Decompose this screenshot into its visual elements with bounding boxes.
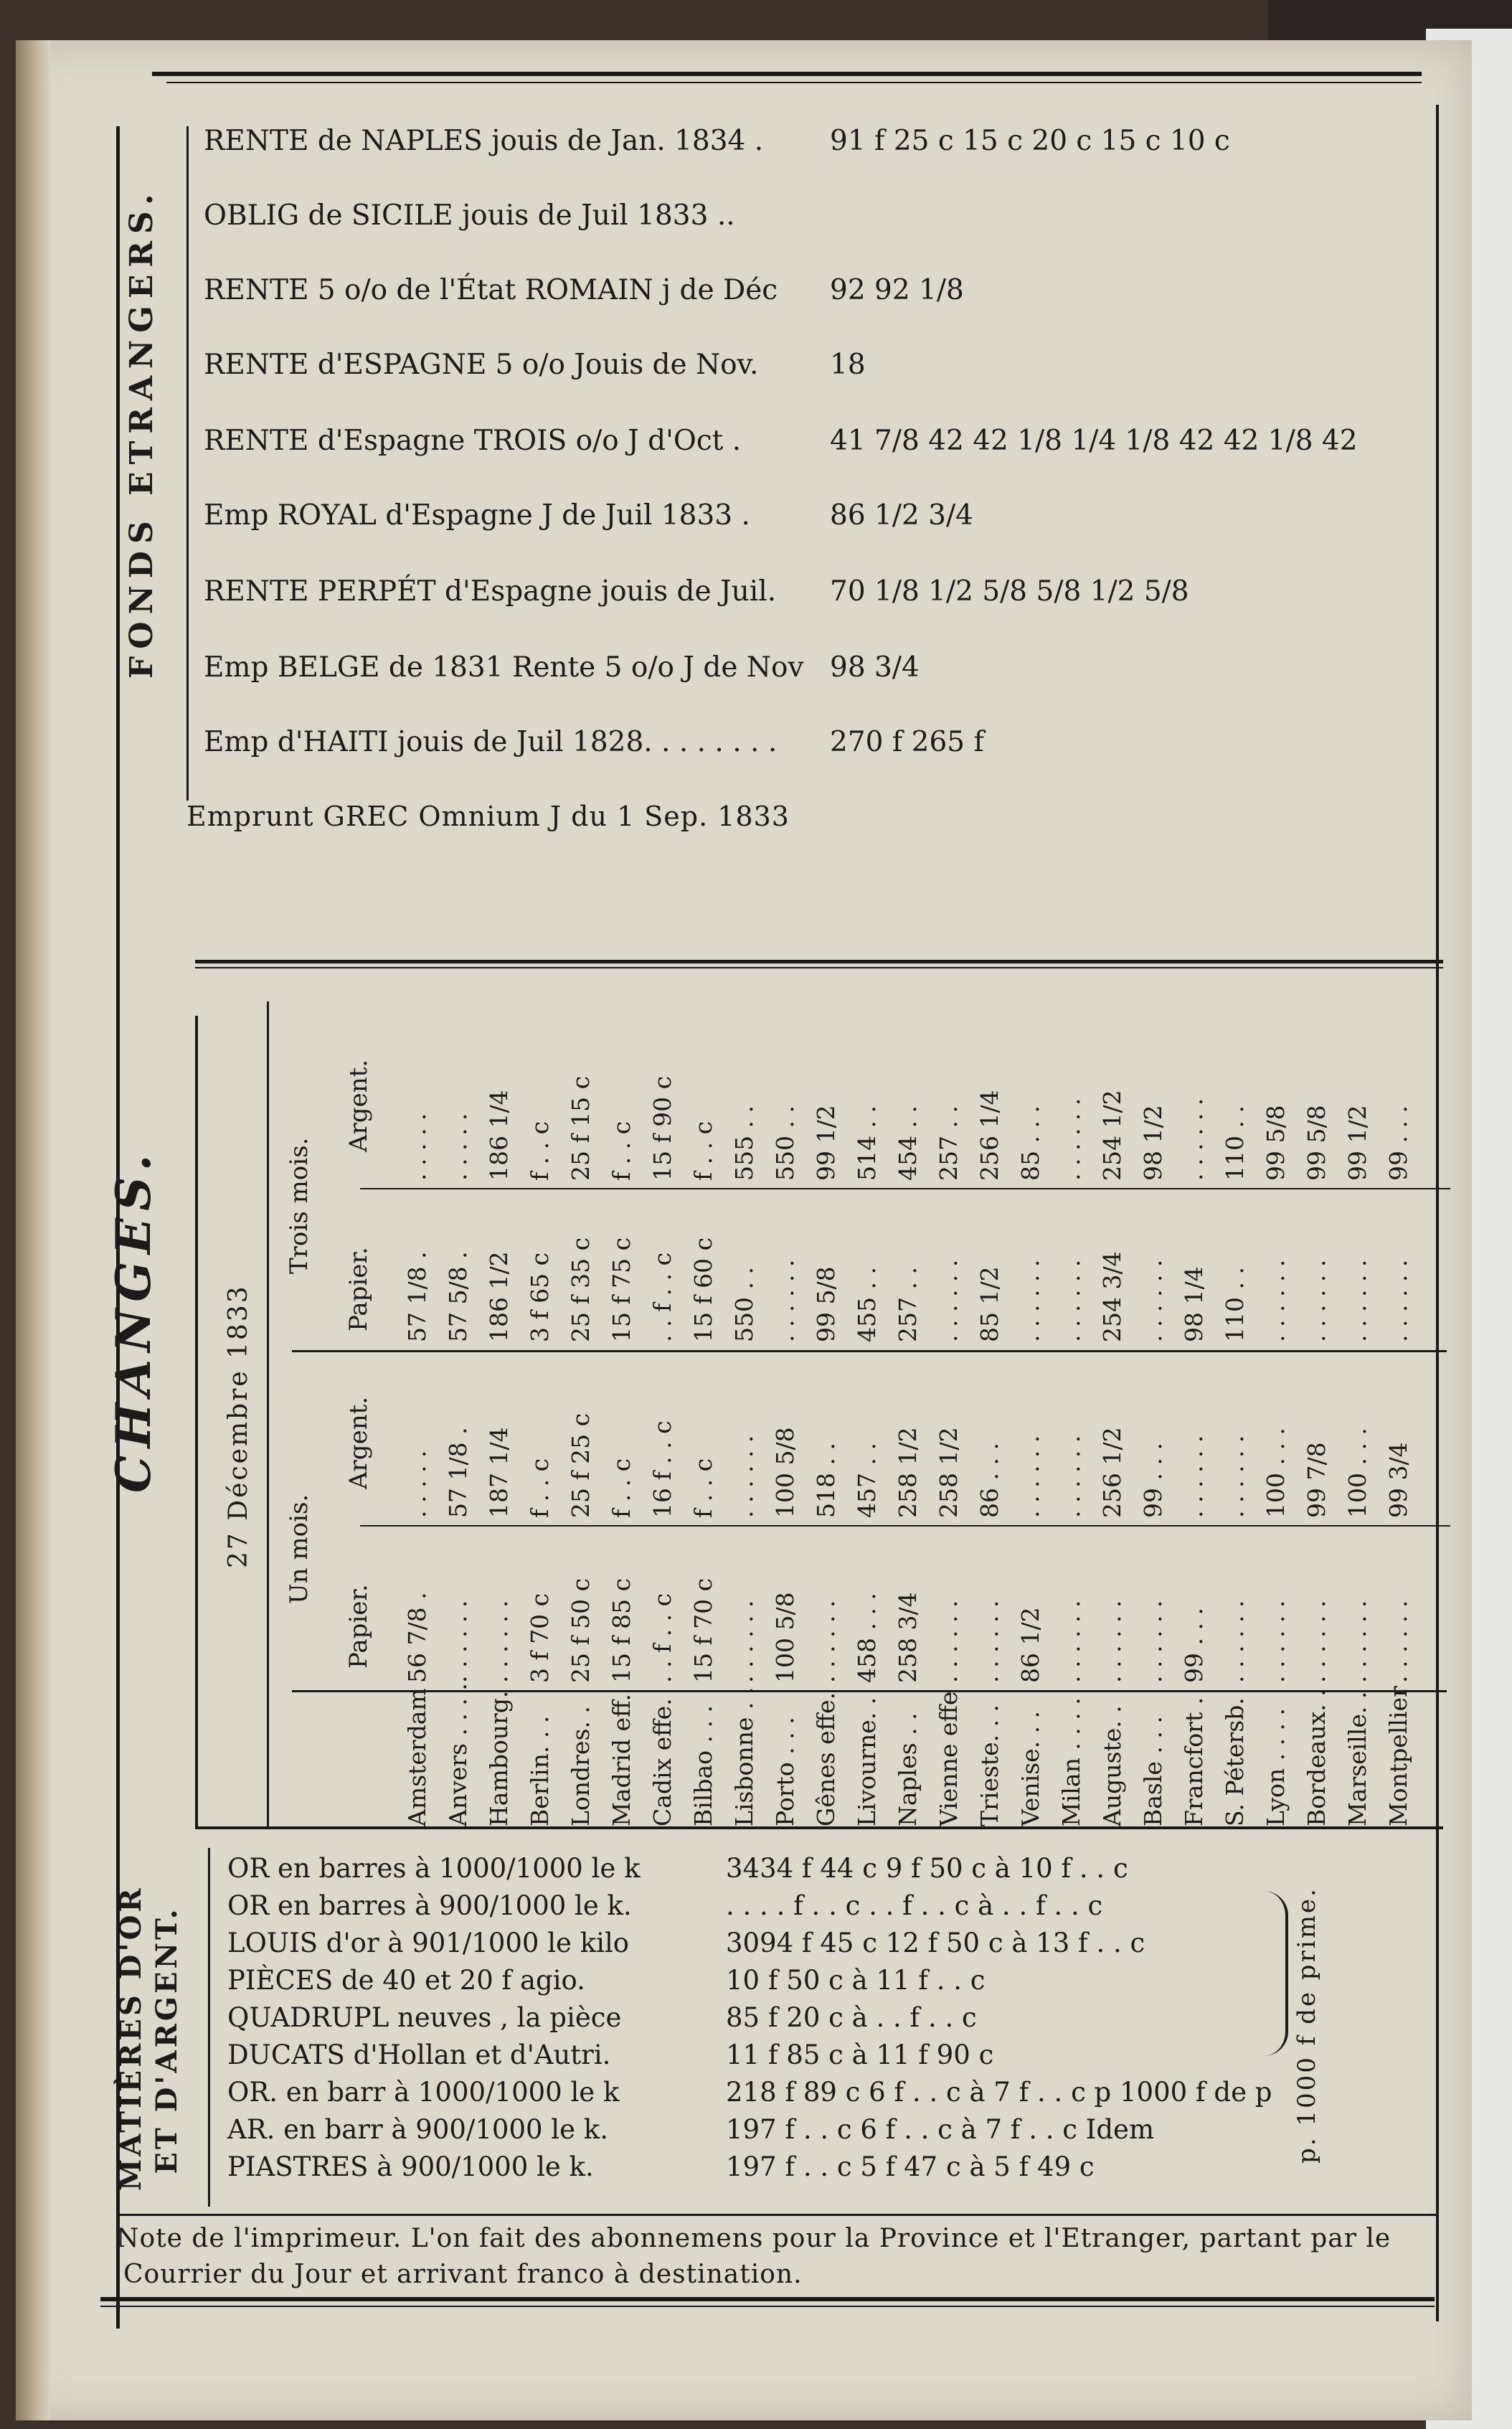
change-un-mois-argent: f . . c	[689, 1458, 717, 1518]
change-place: Lyon . . . .	[1262, 1707, 1290, 1826]
changes-left-rule	[195, 1016, 198, 1826]
change-place: Berlin. . .	[526, 1715, 554, 1826]
change-place: Trieste. . .	[975, 1704, 1003, 1826]
trois-mois-argent-header: Argent.	[344, 1059, 373, 1152]
matieres-bottom-rule	[116, 2214, 1436, 2216]
change-un-mois-papier: 99 . . .	[1180, 1608, 1208, 1683]
changes-top-rule	[195, 960, 1443, 963]
change-un-mois-argent: 100 5/8	[771, 1427, 799, 1518]
change-trois-mois-argent: 25 f 15 c	[567, 1075, 595, 1181]
change-trois-mois-argent: 15 f 90 c	[648, 1075, 676, 1181]
change-trois-mois-papier: 15 f 60 c	[689, 1237, 717, 1342]
change-place: Montpellier	[1384, 1686, 1412, 1826]
change-trois-mois-argent: 99 1/2	[812, 1105, 840, 1181]
change-un-mois-argent: 57 1/8 .	[444, 1427, 472, 1518]
change-un-mois-papier: 86 1/2	[1016, 1607, 1044, 1683]
change-un-mois-argent: 256 1/2	[1098, 1427, 1126, 1518]
change-un-mois-argent: 258 1/2	[935, 1427, 963, 1518]
change-un-mois-argent: 16 f . . c	[648, 1420, 676, 1518]
change-trois-mois-argent: 257 . .	[935, 1105, 963, 1181]
change-trois-mois-papier: . . . . . .	[1016, 1259, 1044, 1342]
fonds-row-value: 91 f 25 c 15 c 20 c 15 c 10 c	[830, 125, 1230, 157]
matieres-row-value: 11 f 85 c à 11 f 90 c	[726, 2039, 994, 2070]
fonds-row-label: RENTE de NAPLES jouis de Jan. 1834 .	[204, 125, 764, 157]
change-place: Venise. . .	[1016, 1710, 1044, 1826]
change-place: Vienne effe	[935, 1691, 963, 1826]
fonds-row-value: 70 1/8 1/2 5/8 5/8 1/2 5/8	[830, 575, 1189, 608]
change-un-mois-argent: . . . . . .	[1221, 1435, 1249, 1518]
changes-title: CHANGES.	[105, 1147, 161, 1493]
change-trois-mois-argent: 186 1/4	[485, 1090, 513, 1181]
change-trois-mois-argent: 99 5/8	[1303, 1105, 1331, 1181]
right-frame-rule	[1436, 105, 1439, 2321]
change-trois-mois-argent: 454 . .	[894, 1105, 922, 1181]
change-un-mois-papier: . . f . . c	[648, 1593, 676, 1683]
un-mois-papier-header: Papier.	[344, 1584, 373, 1669]
fonds-row-label: Emp d'HAITI jouis de Juil 1828. . . . . . . .	[204, 726, 778, 758]
change-un-mois-argent: 86 . . .	[975, 1443, 1003, 1518]
trois-mois-papier-header: Papier.	[344, 1247, 373, 1331]
change-un-mois-argent: f . . c	[526, 1458, 554, 1518]
changes-bottom-rule	[195, 1826, 1443, 1829]
change-trois-mois-papier: 57 5/8 .	[444, 1251, 472, 1342]
change-trois-mois-argent: 110 . .	[1221, 1105, 1249, 1181]
change-un-mois-argent: 457 . .	[853, 1443, 881, 1518]
change-un-mois-argent: 258 1/2	[894, 1427, 922, 1518]
trois-mois-header: Trois mois.	[285, 1137, 313, 1274]
change-trois-mois-papier: 257 . .	[894, 1267, 922, 1342]
matieres-row-label: AR. en barr à 900/1000 le k.	[227, 2114, 608, 2145]
matieres-row-label: OR. en barr à 1000/1000 le k	[227, 2077, 620, 2108]
newspaper-page	[16, 40, 1472, 2420]
change-un-mois-argent: 99 3/4	[1384, 1442, 1412, 1518]
change-un-mois-argent: . . . . . .	[1057, 1435, 1085, 1518]
change-trois-mois-argent: 254 1/2	[1098, 1090, 1126, 1181]
change-trois-mois-argent: f . . c	[608, 1121, 635, 1181]
change-place: Livourne. .	[853, 1697, 881, 1826]
change-un-mois-papier: 3 f 70 c	[526, 1593, 554, 1683]
change-trois-mois-papier: . . . . . .	[1303, 1259, 1331, 1342]
matieres-row-label: OR en barres à 900/1000 le k.	[227, 1890, 632, 1921]
change-place: Londres. .	[567, 1706, 595, 1826]
change-un-mois-papier: . . . . . .	[1262, 1600, 1290, 1683]
fonds-row-label: RENTE d'ESPAGNE 5 o/o Jouis de Nov.	[204, 349, 759, 381]
change-place: Gênes effe.	[812, 1692, 840, 1826]
fonds-divider	[186, 126, 189, 801]
top-rule-thin	[166, 82, 1422, 83]
change-un-mois-argent: . . . . . .	[730, 1435, 758, 1518]
change-un-mois-papier: . . . . . .	[935, 1600, 963, 1683]
fonds-row-value: 92 92 1/8	[830, 274, 964, 306]
change-un-mois-argent: 518 . .	[812, 1443, 840, 1518]
change-un-mois-argent: . . . . . .	[1180, 1435, 1208, 1518]
matieres-row-label: PIASTRES à 900/1000 le k.	[227, 2151, 594, 2182]
change-trois-mois-papier: 254 3/4	[1098, 1251, 1126, 1342]
change-trois-mois-papier: . . . . . .	[1057, 1259, 1085, 1342]
change-place: Lisbonne . .	[730, 1687, 758, 1826]
changes-date: 27 Décembre 1833	[224, 1284, 253, 1568]
change-un-mois-papier: . . . . . .	[1384, 1600, 1412, 1683]
top-rule	[152, 72, 1422, 76]
change-trois-mois-papier: 25 f 35 c	[567, 1237, 595, 1342]
change-un-mois-papier: 15 f 70 c	[689, 1577, 717, 1683]
emprunt-grec: Emprunt GREC Omnium J du 1 Sep. 1833	[186, 801, 790, 832]
change-trois-mois-papier: 550 . .	[730, 1267, 758, 1342]
change-un-mois-argent: . . . . .	[403, 1450, 431, 1518]
change-un-mois-papier: . . . . . .	[975, 1600, 1003, 1683]
change-un-mois-argent: 99 . . .	[1139, 1443, 1167, 1518]
matieres-title-1: MATIÈRES D'OR	[114, 1885, 148, 2191]
change-un-mois-papier: 258 3/4	[894, 1592, 922, 1683]
matieres-row-value: 85 f 20 c à . . f . . c	[726, 2002, 977, 2033]
fonds-row-value: 98 3/4	[830, 651, 920, 684]
change-trois-mois-papier: 15 f 75 c	[608, 1237, 635, 1342]
changes-top-rule-thin	[195, 967, 1443, 968]
matieres-row-value: 218 f 89 c 6 f . . c à 7 f . . c p 1000 f de p	[726, 2077, 1272, 2108]
change-trois-mois-argent: f . . c	[689, 1121, 717, 1181]
change-un-mois-papier: . . . . . .	[1303, 1600, 1331, 1683]
change-place: Bilbao . . .	[689, 1705, 717, 1826]
change-trois-mois-argent: f . . c	[526, 1121, 554, 1181]
fonds-row-label: Emp BELGE de 1831 Rente 5 o/o J de Nov	[204, 651, 804, 684]
fonds-row-value: 18	[830, 349, 866, 381]
change-place: Milan . . . .	[1057, 1697, 1085, 1826]
change-trois-mois-papier: . . . . . .	[1262, 1259, 1290, 1342]
change-place: Marseille. .	[1343, 1691, 1371, 1826]
change-un-mois-papier: . . . . . .	[730, 1600, 758, 1683]
change-trois-mois-argent: . . . . . .	[1057, 1098, 1085, 1181]
change-trois-mois-papier: 455 . .	[853, 1267, 881, 1342]
change-trois-mois-argent: 85 . . .	[1016, 1105, 1044, 1181]
bottom-rule-thin	[100, 2306, 1435, 2307]
matieres-row-label: OR en barres à 1000/1000 le k	[227, 1853, 641, 1884]
change-un-mois-papier: 100 5/8	[771, 1592, 799, 1683]
change-un-mois-papier: 15 f 85 c	[608, 1577, 635, 1683]
change-un-mois-papier: . . . . . .	[1057, 1600, 1085, 1683]
change-un-mois-papier: 25 f 50 c	[567, 1577, 595, 1683]
change-trois-mois-argent: 550 . .	[771, 1105, 799, 1181]
change-un-mois-argent: f . . c	[608, 1458, 635, 1518]
matieres-row-value: 197 f . . c 6 f . . c à 7 f . . c Idem	[726, 2114, 1155, 2145]
change-place: Naples . .	[894, 1712, 922, 1826]
fonds-row-label: OBLIG de SICILE jouis de Juil 1833 ..	[204, 199, 735, 232]
change-un-mois-argent: 100 . . .	[1343, 1428, 1371, 1518]
matieres-row-value: 3434 f 44 c 9 f 50 c à 10 f . . c	[726, 1853, 1128, 1884]
matieres-row-value: 197 f . . c 5 f 47 c à 5 f 49 c	[726, 2151, 1095, 2182]
change-trois-mois-argent: . . . . .	[403, 1113, 431, 1181]
change-place: Cadix effe.	[648, 1698, 676, 1826]
change-trois-mois-argent: 555 . .	[730, 1105, 758, 1181]
change-trois-mois-papier: 3 f 65 c	[526, 1252, 554, 1342]
month-separator-rule	[292, 1350, 1447, 1352]
change-trois-mois-argent: 256 1/4	[975, 1090, 1003, 1181]
change-trois-mois-papier: . . f . . c	[648, 1252, 676, 1342]
fonds-row-value: 86 1/2 3/4	[830, 499, 973, 532]
change-place: Porto . . .	[771, 1717, 799, 1826]
fonds-row-label: RENTE PERPÉT d'Espagne jouis de Juil.	[204, 575, 777, 608]
change-un-mois-papier: . . . . . .	[1139, 1600, 1167, 1683]
change-un-mois-papier: . . . . . .	[1098, 1600, 1126, 1683]
fonds-row-label: Emp ROYAL d'Espagne J de Juil 1833 .	[204, 499, 750, 532]
change-trois-mois-papier: . . . . . .	[1384, 1259, 1412, 1342]
tm-col-rule	[360, 1188, 1450, 1189]
matieres-divider	[208, 1848, 210, 2207]
change-un-mois-papier: . . . . . .	[485, 1600, 513, 1683]
change-un-mois-argent: 99 7/8	[1303, 1442, 1331, 1518]
matieres-row-label: DUCATS d'Hollan et d'Autri.	[227, 2039, 611, 2070]
change-un-mois-argent: . . . . . .	[1016, 1435, 1044, 1518]
change-trois-mois-papier: . . . . . .	[1139, 1259, 1167, 1342]
change-trois-mois-argent: 99 5/8	[1262, 1105, 1290, 1181]
matieres-row-value: . . . . f . . c . . f . . c à . . f . . c	[726, 1890, 1103, 1921]
change-place: Hambourg.	[485, 1690, 513, 1826]
prime-note: p. 1000 f de prime.	[1293, 1887, 1321, 2164]
matieres-row-label: PIÈCES de 40 et 20 f agio.	[227, 1965, 585, 1996]
change-un-mois-argent: 187 1/4	[485, 1427, 513, 1518]
un-mois-argent-header: Argent.	[344, 1396, 373, 1489]
bracket-icon	[1264, 1891, 1288, 2056]
change-place: Amsterdam	[403, 1688, 431, 1826]
fonds-title: FONDS ETRANGERS.	[123, 187, 160, 679]
change-place: Basle . . .	[1139, 1716, 1167, 1826]
fonds-row-label: RENTE d'Espagne TROIS o/o J d'Oct .	[204, 425, 742, 457]
fonds-row-value: 270 f 265 f	[830, 726, 984, 758]
change-trois-mois-papier: . . . . . .	[1343, 1259, 1371, 1342]
change-place: Auguste. .	[1098, 1705, 1126, 1826]
change-un-mois-papier: 56 7/8 .	[403, 1592, 431, 1683]
change-trois-mois-papier: 110 . .	[1221, 1267, 1249, 1342]
matieres-row-value: 3094 f 45 c 12 f 50 c à 13 f . . c	[726, 1928, 1145, 1958]
change-trois-mois-papier: . . . . . .	[771, 1259, 799, 1342]
matieres-row-value: 10 f 50 c à 11 f . . c	[726, 1965, 986, 1996]
change-place: Francfort .	[1180, 1697, 1208, 1826]
change-un-mois-papier: . . . . . .	[444, 1600, 472, 1683]
change-place: S. Pétersb.	[1221, 1697, 1249, 1826]
changes-date-rule	[267, 1001, 269, 1826]
change-trois-mois-papier: 57 1/8 .	[403, 1251, 431, 1342]
change-trois-mois-papier: 85 1/2	[975, 1266, 1003, 1342]
matieres-row-label: QUADRUPL neuves , la pièce	[227, 2002, 622, 2033]
change-trois-mois-papier: 98 1/4	[1180, 1266, 1208, 1342]
change-trois-mois-argent: 98 1/2	[1139, 1105, 1167, 1181]
matieres-title-2: ET D'ARGENT.	[150, 1906, 184, 2174]
change-un-mois-papier: . . . . . .	[1221, 1600, 1249, 1683]
change-un-mois-papier: . . . . . .	[1343, 1600, 1371, 1683]
change-un-mois-papier: . . . . . .	[812, 1600, 840, 1683]
footer-note: Note de l'imprimeur. L'on fait des abonnemens pour la Province et l'Etranger, partant par le Courrier du Jour et arrivant franco à destination.	[116, 2224, 1391, 2289]
um-col-rule	[360, 1525, 1450, 1527]
book-spine	[16, 40, 50, 2420]
change-place: Bordeaux. .	[1303, 1689, 1331, 1826]
fonds-row-value: 41 7/8 42 42 1/8 1/4 1/8 42 42 1/8 42	[830, 425, 1358, 457]
un-mois-header: Un mois.	[285, 1494, 313, 1604]
change-un-mois-argent: 25 f 25 c	[567, 1412, 595, 1518]
change-trois-mois-papier: . . . . . .	[935, 1259, 963, 1342]
change-trois-mois-argent: . . . . .	[444, 1113, 472, 1181]
change-place: Madrid eff.	[608, 1694, 635, 1826]
change-trois-mois-argent: 99 . . .	[1384, 1105, 1412, 1181]
matieres-row-label: LOUIS d'or à 901/1000 le kilo	[227, 1928, 630, 1958]
change-trois-mois-argent: 514 . .	[853, 1105, 881, 1181]
fonds-row-label: RENTE 5 o/o de l'État ROMAIN j de Déc	[204, 274, 778, 306]
change-trois-mois-papier: 186 1/2	[485, 1251, 513, 1342]
change-place: Anvers . . . .	[444, 1683, 472, 1826]
change-trois-mois-argent: . . . . . .	[1180, 1098, 1208, 1181]
change-un-mois-papier: 458 . . .	[853, 1593, 881, 1683]
change-trois-mois-argent: 99 1/2	[1343, 1105, 1371, 1181]
change-un-mois-argent: 100 . . .	[1262, 1428, 1290, 1518]
change-trois-mois-papier: 99 5/8	[812, 1266, 840, 1342]
bottom-rule	[100, 2297, 1435, 2301]
